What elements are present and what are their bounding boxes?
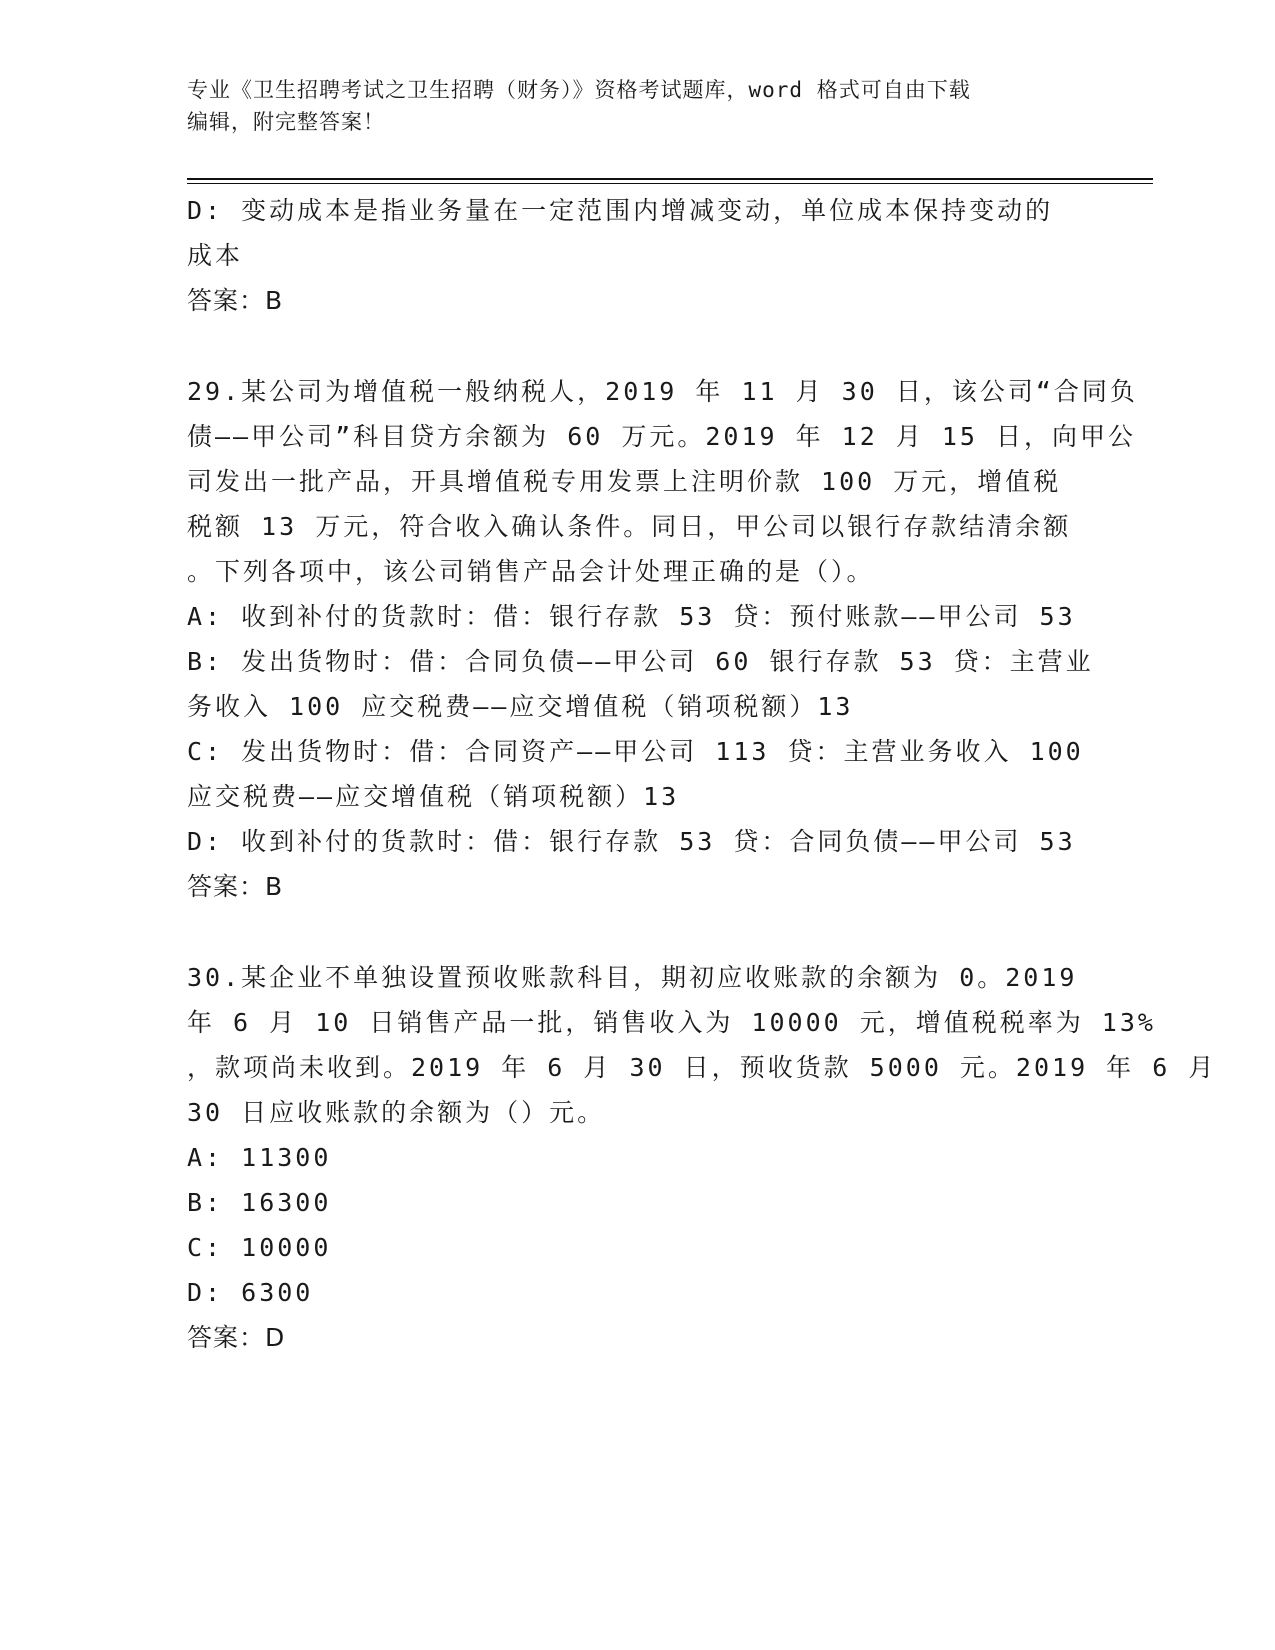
- previous-question-block: [187, 188, 1087, 323]
- question-stem-line: 税额 13 万元，符合收入确认条件。同日，甲公司以银行存款结清余额: [187, 512, 1072, 541]
- option-a: A: 收到补付的货款时：借：银行存款 53 贷：预付账款——甲公司 53: [187, 602, 1076, 631]
- question-stem-line: 30 日应收账款的余额为（）元。: [187, 1098, 606, 1127]
- option-c-line-2: 应交税费——应交增值税（销项税额）13: [187, 782, 680, 811]
- answer-label: 答案：B: [187, 872, 284, 901]
- option-b: B: 16300: [187, 1188, 332, 1217]
- option-c-line-1: C: 发出货物时：借：合同资产——甲公司 113 贷：主营业务收入 100: [187, 737, 1084, 766]
- question-stem-line: 债——甲公司”科目贷方余额为 60 万元。2019 年 12 月 15 日，向甲公: [187, 422, 1137, 451]
- spacer: [187, 909, 1087, 955]
- option-a: A: 11300: [187, 1143, 332, 1172]
- question-stem-line: 。下列各项中，该公司销售产品会计处理正确的是（）。: [187, 557, 875, 586]
- spacer: [187, 323, 1087, 369]
- option-d: D: 6300: [187, 1278, 314, 1307]
- question-stem-line: ，款项尚未收到。2019 年 6 月 30 日，预收货款 5000 元。2019 年 6 月: [187, 1053, 1217, 1082]
- option-b-line-1: B: 发出货物时：借：合同负债——甲公司 60 银行存款 53 贷：主营业: [187, 647, 1094, 676]
- answer-label: 答案：D: [187, 1323, 286, 1352]
- option-d-line-2: 成本: [187, 241, 244, 270]
- document-header: [187, 74, 1087, 138]
- header-line-2: 编辑，附完整答案！: [187, 110, 385, 134]
- option-d: D: 收到补付的货款时：借：银行存款 53 贷：合同负债——甲公司 53: [187, 827, 1076, 856]
- header-divider-thick: [187, 178, 1153, 180]
- question-stem-line: 30.某企业不单独设置预收账款科目，期初应收账款的余额为 0。2019: [187, 963, 1078, 992]
- question-content: [187, 188, 1217, 1360]
- header-divider-thin: [187, 183, 1153, 184]
- option-b-line-2: 务收入 100 应交税费——应交增值税（销项税额）13: [187, 692, 854, 721]
- header-line-1: 专业《卫生招聘考试之卫生招聘（财务）》资格考试题库，word 格式可自由下载: [187, 78, 971, 102]
- answer-label: 答案：B: [187, 286, 284, 315]
- option-d-line-1: D: 变动成本是指业务量在一定范围内增减变动，单位成本保持变动的: [187, 196, 1054, 225]
- question-stem-line: 司发出一批产品，开具增值税专用发票上注明价款 100 万元，增值税: [187, 467, 1062, 496]
- question-30-block: [187, 955, 1217, 1360]
- question-29-block: [187, 369, 1138, 909]
- option-c: C: 10000: [187, 1233, 332, 1262]
- question-stem-line: 29.某公司为增值税一般纳税人，2019 年 11 月 30 日，该公司“合同负: [187, 377, 1138, 406]
- question-stem-line: 年 6 月 10 日销售产品一批，销售收入为 10000 元，增值税税率为 13%: [187, 1008, 1156, 1037]
